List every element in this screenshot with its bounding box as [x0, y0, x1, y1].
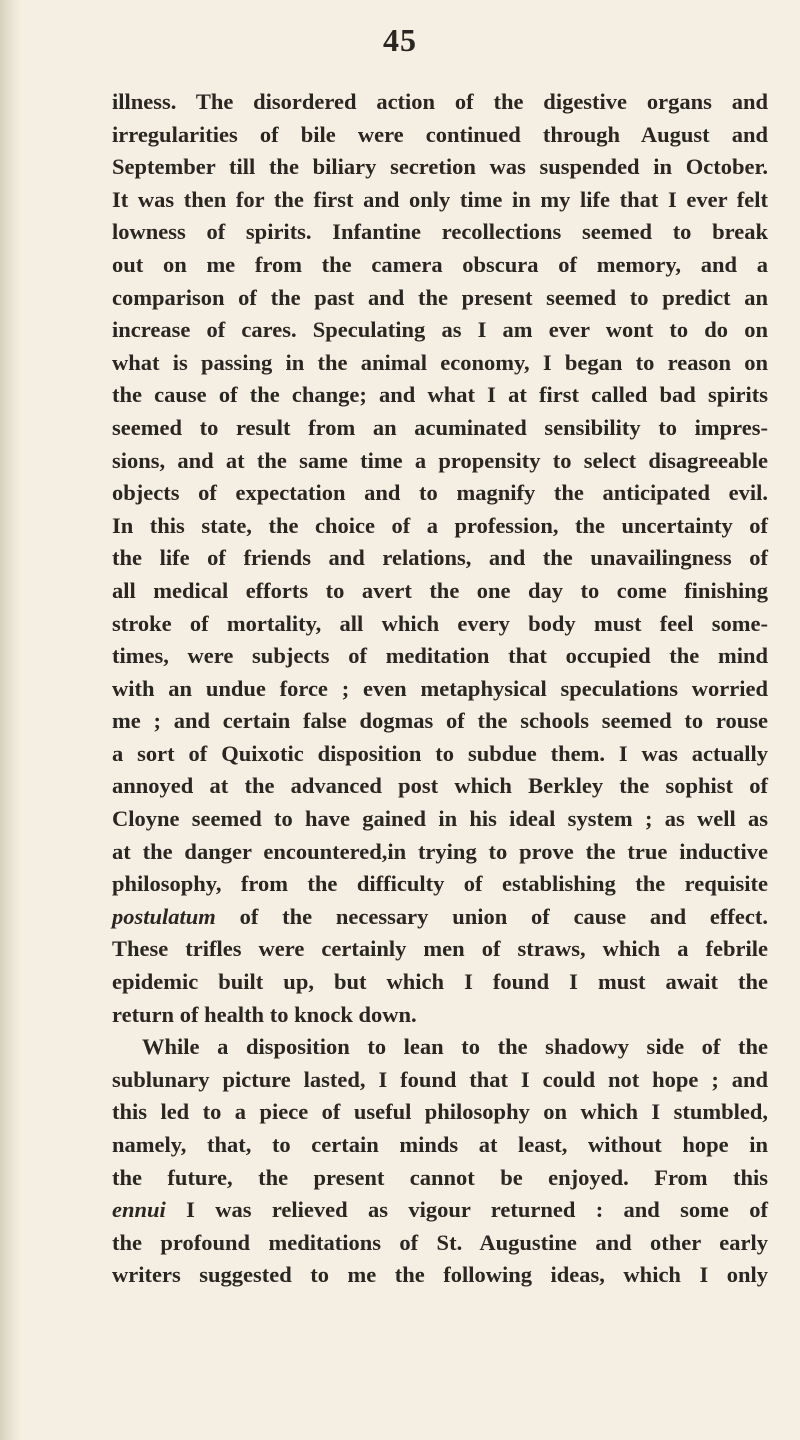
text-line: return of health to knock down.: [112, 1001, 417, 1027]
text-line: times, were subjects of meditation that occupied the mind: [112, 643, 768, 669]
text-line: this led to a piece of useful philosophy on which I stumbled,: [112, 1099, 768, 1125]
paragraph: [112, 1031, 768, 1292]
text-line: illness. The disordered action of the digestive organs and: [112, 89, 768, 114]
paragraph: [112, 86, 768, 1031]
text-line: ennui I was relieved as vigour returned : and some of: [112, 1197, 768, 1223]
text-line: what is passing in the animal economy, I began to reason on: [112, 349, 768, 375]
text-line: the future, the present cannot be enjoyed. From this: [112, 1164, 768, 1190]
text-line: While a disposition to lean to the shadowy side of the: [142, 1034, 768, 1060]
text-line: epidemic built up, but which I found I must await the: [112, 969, 768, 995]
page-edge: [0, 0, 22, 1440]
text-line: with an undue force ; even metaphysical speculations worried: [112, 675, 768, 701]
text-line: philosophy, from the difficulty of establishing the requisite: [112, 871, 768, 897]
text-line: increase of cares. Speculating as I am ever wont to do on: [112, 317, 768, 343]
text-line: Cloyne seemed to have gained in his ideal system ; as well as: [112, 806, 768, 832]
text-line: stroke of mortality, all which every body must feel some-: [112, 610, 768, 636]
text-line: postulatum of the necessary union of cause and effect.: [112, 903, 768, 929]
text-line: me ; and certain false dogmas of the schools seemed to rouse: [112, 708, 768, 734]
text-line: It was then for the first and only time in my life that I ever felt: [112, 186, 768, 212]
text-line: lowness of spirits. Infantine recollections seemed to break: [112, 219, 768, 245]
text-line: writers suggested to me the following ideas, which I only: [112, 1262, 768, 1288]
text-line: comparison of the past and the present seemed to predict an: [112, 284, 768, 310]
text-line: at the danger encountered,in trying to prove the true inductive: [112, 838, 768, 864]
text-line: the life of friends and relations, and the unavailingness of: [112, 545, 768, 571]
text-line: seemed to result from an acuminated sensibility to impres-: [112, 414, 768, 440]
text-line: sions, and at the same time a propensity to select disagreeable: [112, 447, 768, 473]
body-text: [112, 86, 768, 1292]
text-line: In this state, the choice of a profession, the uncertainty of: [112, 512, 768, 538]
text-line: irregularities of bile were continued through August and: [112, 121, 768, 147]
page-number: 45: [383, 22, 417, 58]
text-line: These trifles were certainly men of straws, which a febrile: [112, 936, 768, 962]
text-line: sublunary picture lasted, I found that I could not hope ; and: [112, 1066, 768, 1092]
text-line: namely, that, to certain minds at least, without hope in: [112, 1132, 768, 1157]
text-line: September till the biliary secretion was suspended in October.: [112, 154, 768, 180]
text-line: all medical efforts to avert the one day to come finishing: [112, 577, 768, 603]
text-line: the profound meditations of St. Augustine and other early: [112, 1229, 768, 1255]
text-line: objects of expectation and to magnify the anticipated evil.: [112, 480, 768, 506]
text-line: a sort of Quixotic disposition to subdue them. I was actually: [112, 740, 768, 766]
text-line: annoyed at the advanced post which Berkley the sophist of: [112, 773, 768, 799]
text-line: out on me from the camera obscura of memory, and a: [112, 251, 768, 277]
text-line: the cause of the change; and what I at first called bad spirits: [112, 382, 768, 408]
